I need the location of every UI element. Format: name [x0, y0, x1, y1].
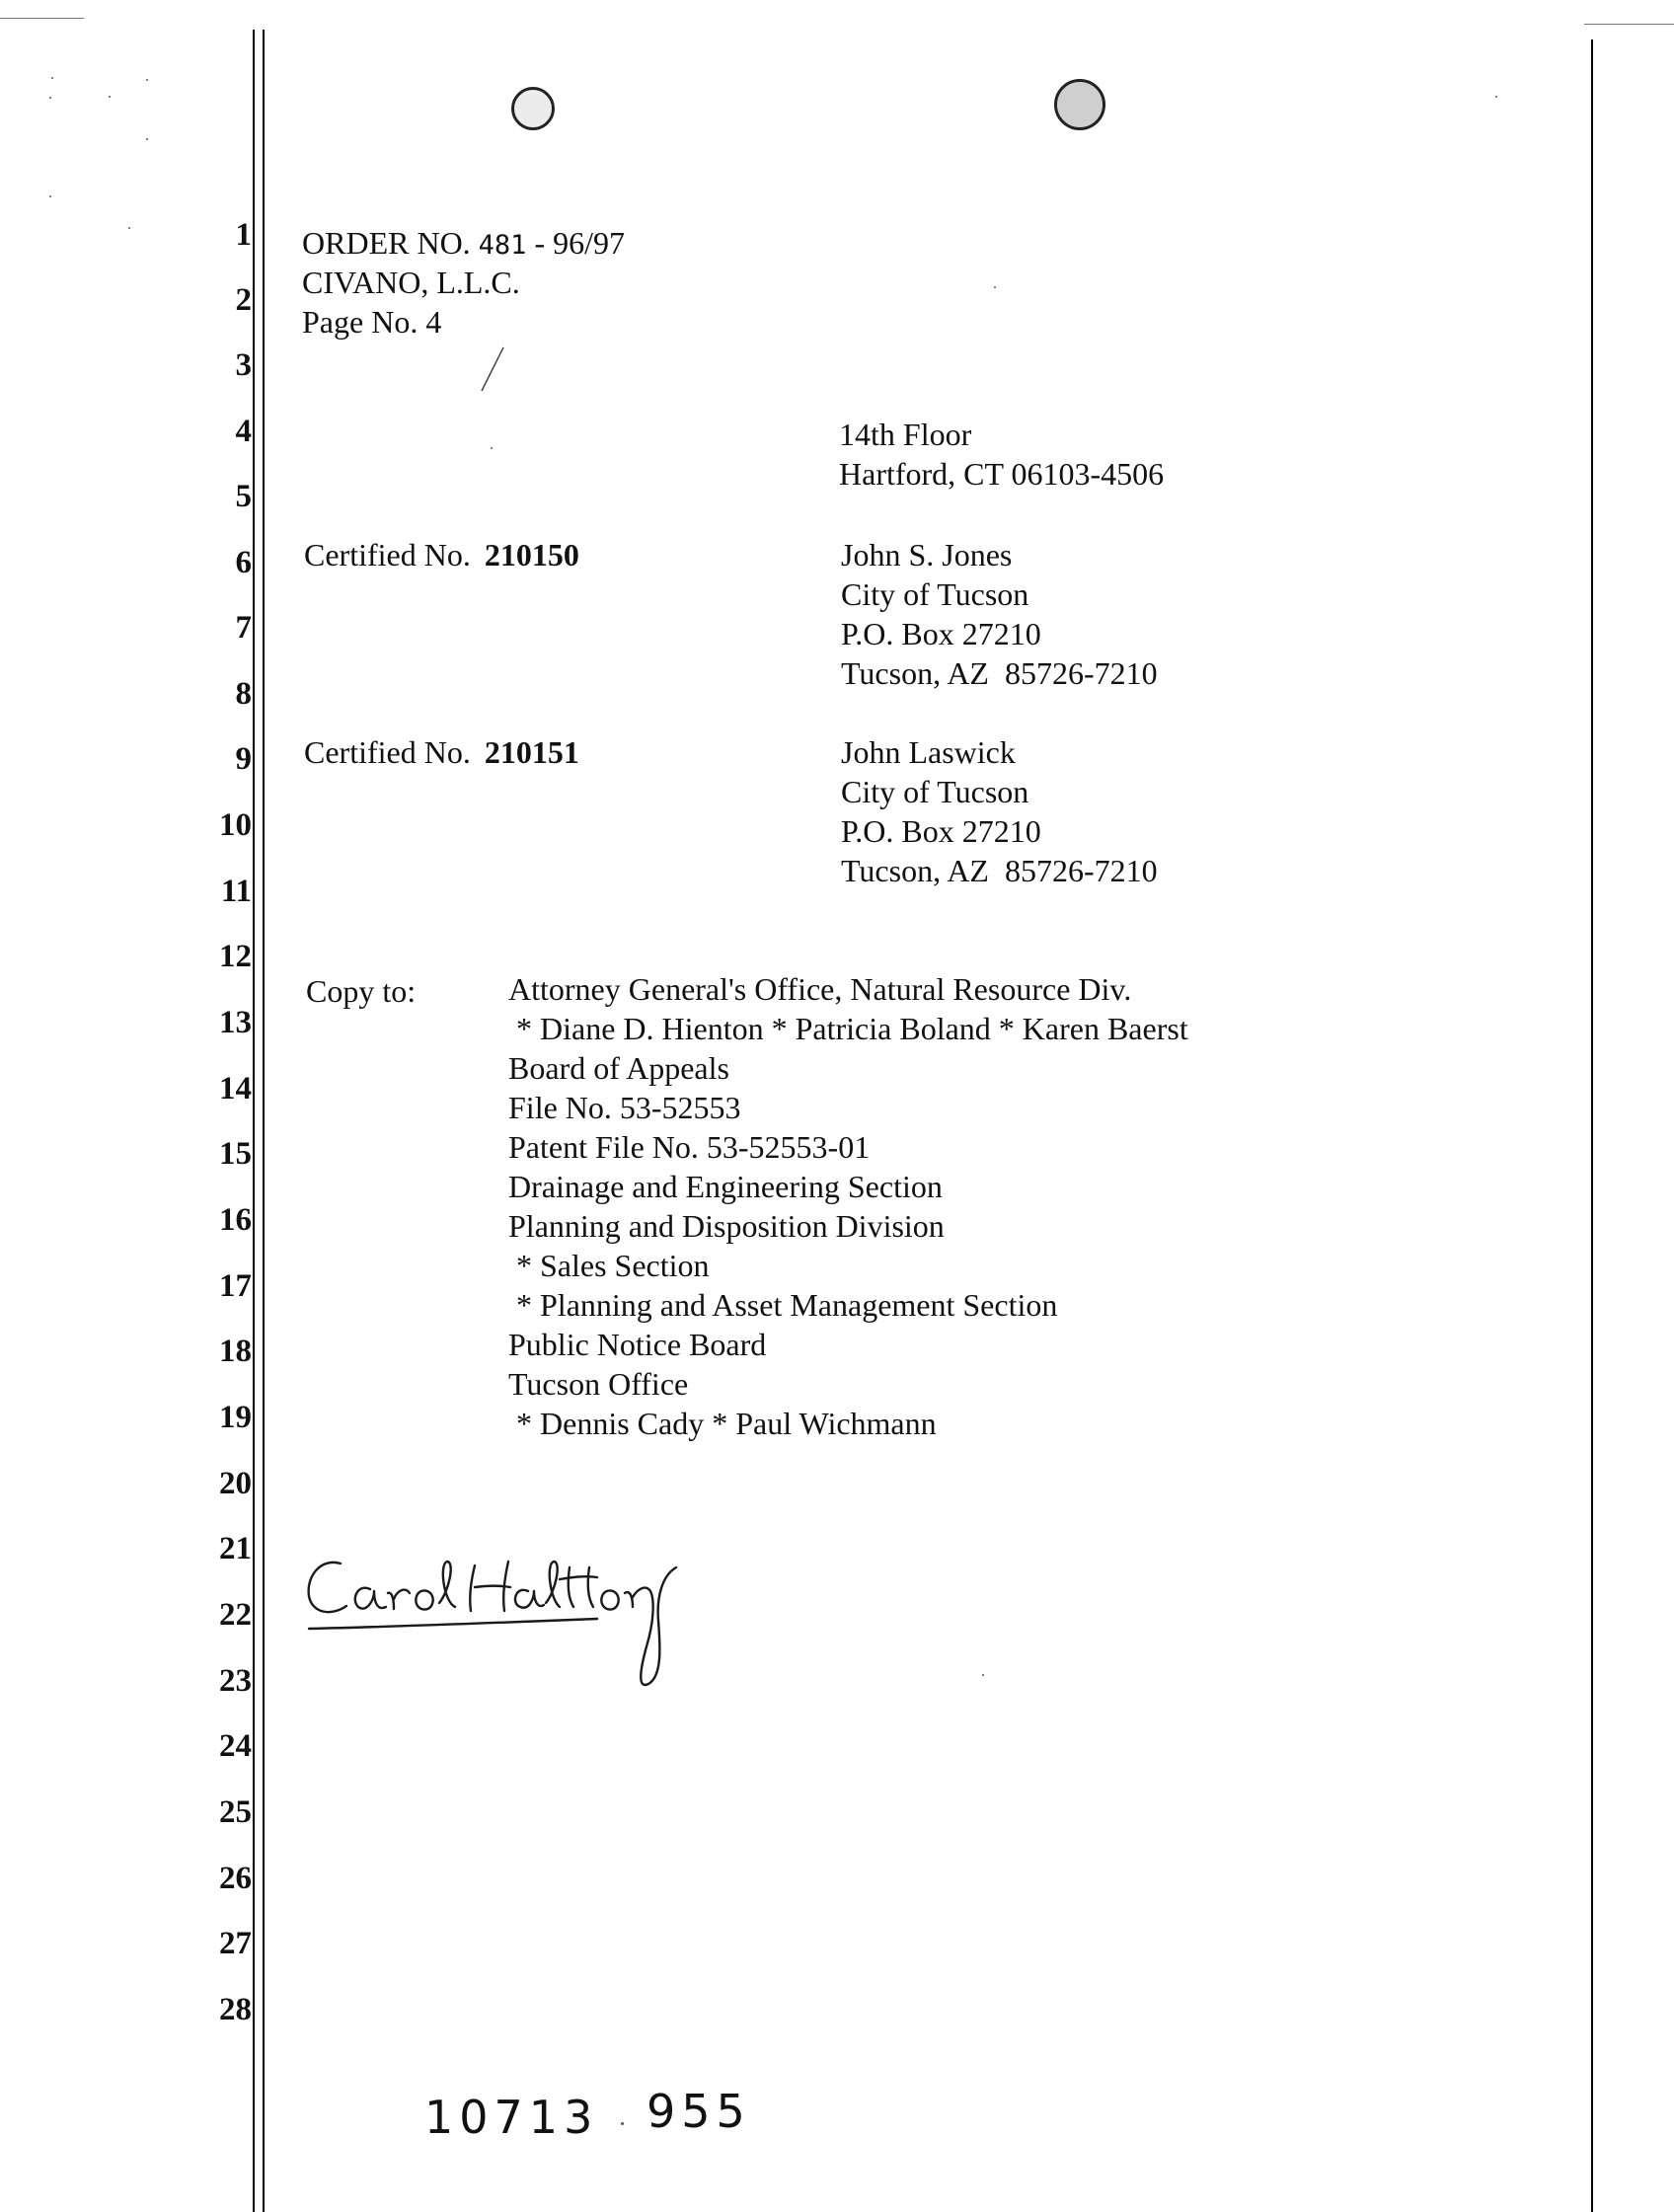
copy-to-label: Copy to: — [306, 973, 417, 1009]
signature — [301, 1552, 735, 1700]
certified-entry-2 — [304, 732, 579, 772]
address-line: Tucson, AZ 85726-7210 — [841, 853, 1158, 888]
certified-entry-1 — [304, 535, 579, 574]
scan-artifact-line — [0, 18, 84, 19]
line-number: 24 — [219, 1728, 252, 1764]
line-number: 17 — [219, 1268, 252, 1304]
footer-stamp-left: 10713 — [424, 2091, 599, 2144]
line-number: 11 — [220, 874, 252, 909]
line-number: 27 — [219, 1926, 252, 1961]
line-number: 28 — [219, 1992, 252, 2027]
scan-artifact-speck — [146, 79, 148, 81]
line-number: 2 — [235, 282, 252, 318]
line-number: 10 — [219, 807, 252, 843]
copy-to-line: * Dennis Cady * Paul Wichmann — [508, 1406, 937, 1441]
order-label: ORDER NO. — [302, 225, 471, 261]
line-number: 21 — [219, 1531, 252, 1566]
scan-artifact-speck — [128, 227, 130, 229]
line-number: 26 — [219, 1861, 252, 1896]
line-number: 13 — [219, 1005, 252, 1040]
line-number: 16 — [219, 1202, 252, 1238]
scan-artifact-line — [1584, 24, 1674, 25]
left-margin-rule — [263, 30, 265, 2212]
copy-to-line: * Planning and Asset Management Section — [508, 1287, 1058, 1323]
certified-number: 210151 — [484, 734, 579, 770]
scan-artifact-speck — [621, 2122, 624, 2125]
copy-to-line: Board of Appeals — [508, 1050, 729, 1086]
address-line: John S. Jones — [841, 537, 1013, 572]
scan-artifact-speck — [49, 97, 51, 99]
page-number: Page No. 4 — [302, 304, 442, 340]
scan-artifact-speck — [109, 96, 111, 98]
line-number: 8 — [235, 676, 252, 712]
line-number: 14 — [219, 1071, 252, 1106]
address-line: Tucson, AZ 85726-7210 — [841, 655, 1158, 691]
right-margin-rule — [1591, 39, 1593, 2212]
address-line: City of Tucson — [841, 576, 1029, 612]
scan-artifact-speck — [51, 77, 53, 79]
punch-hole — [1054, 79, 1105, 130]
certified-label: Certified No. — [304, 537, 471, 572]
line-number: 9 — [235, 741, 252, 777]
left-margin-rule — [253, 30, 255, 2212]
scan-artifact-speck — [49, 195, 51, 197]
address-line: City of Tucson — [841, 774, 1029, 809]
line-number: 12 — [219, 939, 252, 974]
certified-number: 210150 — [484, 537, 579, 572]
address-line: Hartford, CT 06103-4506 — [839, 456, 1165, 492]
scan-artifact-slash — [479, 345, 508, 395]
order-number: 481 — [478, 230, 527, 261]
address-line: 14th Floor — [839, 417, 972, 452]
address-line: John Laswick — [841, 734, 1016, 770]
line-number: 1 — [235, 217, 252, 253]
scan-artifact-speck — [491, 447, 493, 449]
copy-to-line: Planning and Disposition Division — [508, 1208, 945, 1244]
line-number: 5 — [235, 479, 252, 514]
copy-to-line: * Sales Section — [508, 1248, 710, 1283]
copy-to-line: * Diane D. Hienton * Patricia Boland * Karen Baerst — [508, 1011, 1188, 1046]
scan-artifact-speck — [1495, 96, 1497, 98]
line-number: 18 — [219, 1334, 252, 1369]
company-name: CIVANO, L.L.C. — [302, 265, 520, 300]
scan-artifact-speck — [982, 1674, 984, 1676]
copy-to-line: Tucson Office — [508, 1366, 689, 1402]
line-number: 22 — [219, 1597, 252, 1633]
footer-stamp-right: 955 — [647, 2085, 751, 2138]
copy-to-line: Attorney General's Office, Natural Resource Div. — [508, 971, 1132, 1007]
scan-artifact-speck — [994, 286, 996, 288]
copy-to-line: Public Notice Board — [508, 1327, 767, 1362]
address-line: P.O. Box 27210 — [841, 813, 1041, 849]
certified-label: Certified No. — [304, 734, 471, 770]
punch-hole — [511, 87, 555, 130]
line-number: 20 — [219, 1466, 252, 1501]
address-line: P.O. Box 27210 — [841, 616, 1041, 651]
line-number: 4 — [235, 414, 252, 449]
copy-to-line: Drainage and Engineering Section — [508, 1169, 943, 1204]
line-number: 3 — [235, 347, 252, 383]
scan-artifact-speck — [146, 138, 148, 140]
line-number: 25 — [219, 1794, 252, 1830]
order-number-line — [302, 223, 625, 266]
copy-to-line: Patent File No. 53-52553-01 — [508, 1129, 871, 1165]
order-suffix: - 96/97 — [526, 225, 625, 261]
line-number: 23 — [219, 1663, 252, 1699]
line-number: 15 — [219, 1136, 252, 1172]
line-number: 6 — [235, 545, 252, 580]
line-number: 19 — [219, 1400, 252, 1435]
copy-to-line: File No. 53-52553 — [508, 1090, 741, 1125]
line-number: 7 — [235, 610, 252, 646]
